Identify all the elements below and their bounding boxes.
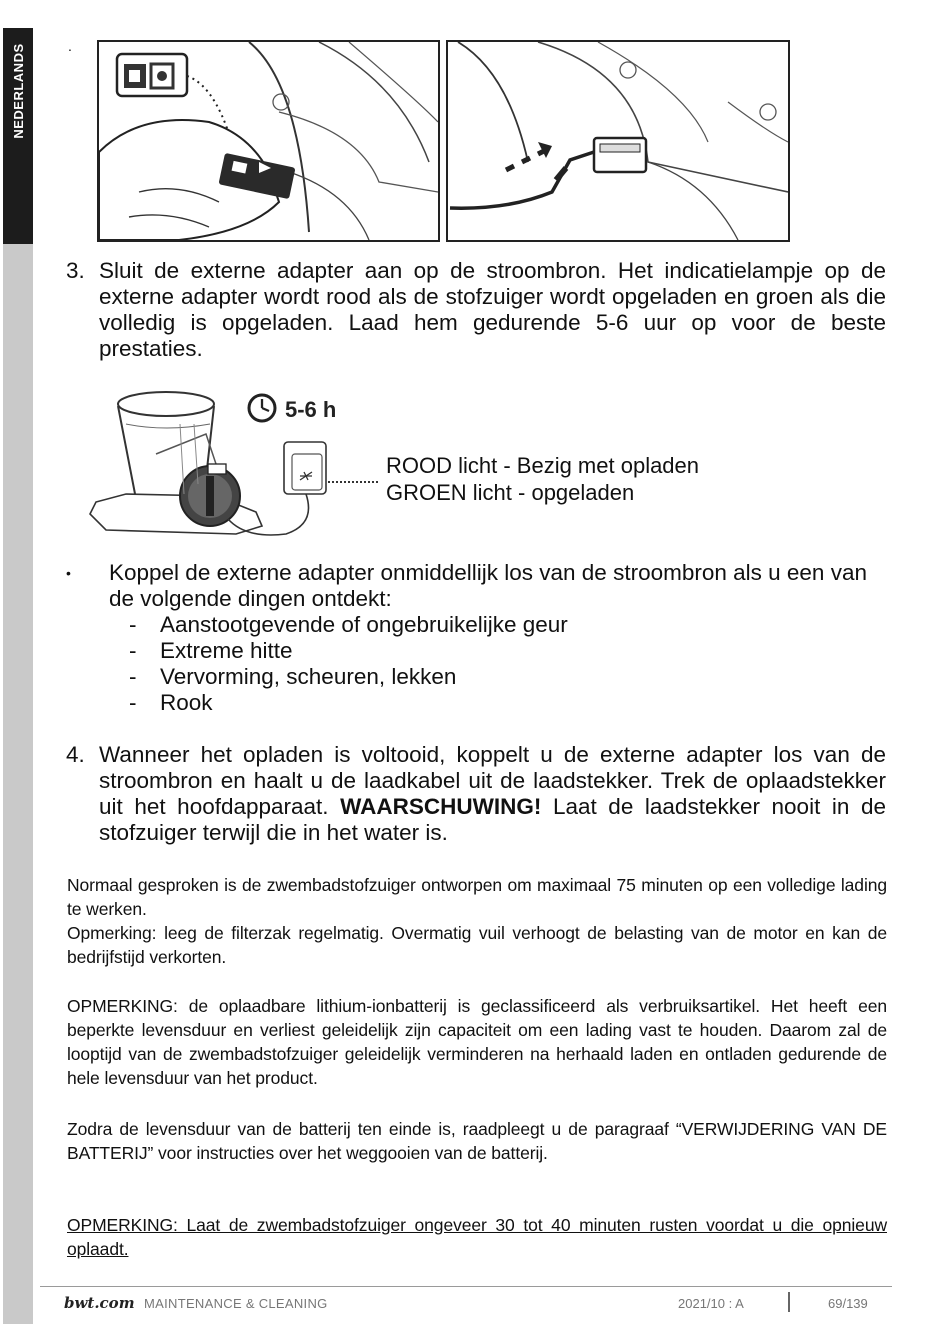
list-item: - Vervorming, scheuren, lekken	[129, 664, 457, 689]
indicator-legend	[386, 452, 699, 506]
step-3-text: Sluit de externe adapter aan op de stroombron. Het indicatielampje op de externe adapter wordt rood als de stofzuiger wordt opgeladen en groen als die volledig is opgeladen. Laad hem gedurende 5-6 uur op voor de beste prestaties.	[99, 258, 886, 361]
footer-version: 2021/10 : A	[678, 1296, 744, 1311]
footer-section: MAINTENANCE & CLEANING	[144, 1296, 328, 1311]
note-filter: Opmerking: leeg de filterzak regelmatig. Overmatig vuil verhoogt de belasting van de motor en kan de bedrijfstijd verkorten.	[67, 923, 887, 967]
footer-logo: bwt.com	[64, 1294, 135, 1312]
charge-duration-label: 5-6 h	[285, 397, 337, 422]
sidebar-language-label: NEDERLANDS	[10, 43, 26, 139]
legend-green: GROEN licht - opgeladen	[386, 480, 635, 505]
warning-intro: Koppel de externe adapter onmiddellijk los van de stroombron als u een van de volgende dingen ontdekt:	[109, 560, 867, 611]
note-battery: OPMERKING: de oplaadbare lithium-ionbatterij is geclassificeerd als verbruiksartikel. Het heeft een beperkte levensduur en verliest geleidelijk zijn capaciteit om een lading vast te houden. Daarom zal de looptijd van de zwembadstofzuiger geleidelijk verminderen na herhaald laden en ontladen gedurende de hele levensduur van het product.	[67, 996, 887, 1088]
figure-plug-connector	[97, 40, 440, 242]
warning-list	[66, 612, 886, 716]
legend-red: ROOD licht - Bezig met opladen	[386, 453, 700, 478]
sidebar-margin	[3, 244, 33, 1324]
arrow-icon	[506, 142, 552, 170]
footer-page-number: 69/139	[828, 1296, 868, 1311]
step-4-number: 4.	[66, 742, 85, 767]
step-3-number: 3.	[66, 258, 85, 283]
adapter-icon	[284, 442, 326, 494]
clock-icon	[249, 395, 275, 421]
note-runtime: Normaal gesproken is de zwembadstofzuiger ontworpen om maximaal 75 minuten op een volledige lading te werken.	[67, 875, 887, 919]
figure-connector-plugged	[446, 40, 790, 242]
top-mark: .	[68, 38, 72, 54]
footer-separator	[788, 1292, 790, 1312]
bullet-marker: •	[66, 565, 71, 581]
step-3	[66, 258, 886, 362]
list-item: - Extreme hitte	[129, 638, 293, 663]
list-item: - Aanstootgevende of ongebruikelijke geur	[129, 612, 568, 637]
figure-charging	[86, 384, 378, 550]
step-4-text: Wanneer het opladen is voltooid, koppelt u de externe adapter los van de stroombron en haalt u de laadkabel uit de laadstekker. Trek de oplaadstekker uit het hoofdapparaat. WAARSCHUWING! Laat de laadstekker nooit in de stofzuiger terwijl die in het water is.	[99, 742, 886, 845]
note-disposal: Zodra de levensduur van de batterij ten einde is, raadpleegt u de paragraaf “VERWIJDERING VAN DE BATTERIJ” voor instructies over het weggooien van de batterij.	[67, 1119, 887, 1163]
list-item: - Rook	[129, 690, 213, 715]
step-4	[66, 742, 886, 846]
footer-divider	[40, 1286, 892, 1287]
warning-bullet	[66, 560, 886, 716]
note-rest: OPMERKING: Laat de zwembadstofzuiger ongeveer 30 tot 40 minuten rusten voordat u die opnieuw oplaadt.	[67, 1215, 887, 1259]
warning-label: WAARSCHUWING!	[340, 794, 542, 819]
